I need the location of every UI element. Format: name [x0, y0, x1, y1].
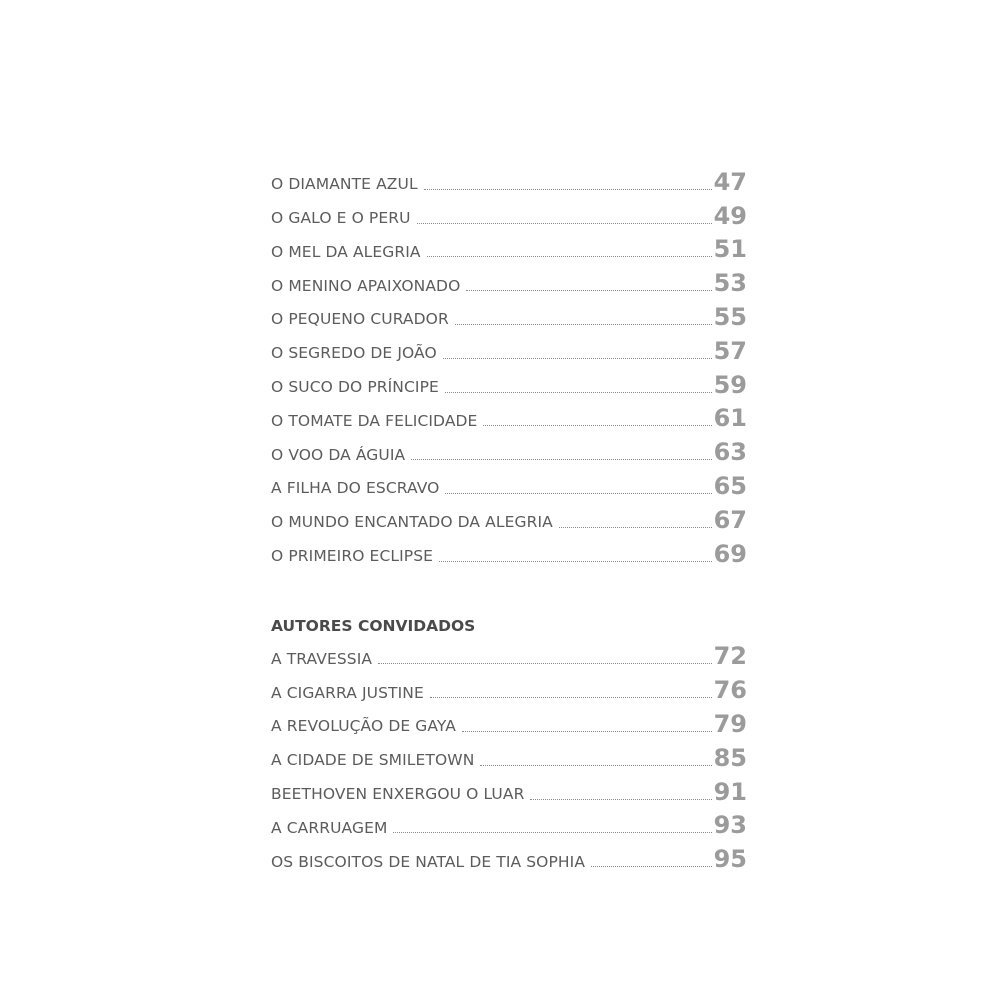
toc-entry-title: A CARRUAGEM	[271, 818, 388, 837]
toc-entry-page-number: 49	[713, 201, 747, 230]
dot-leader	[591, 866, 712, 867]
toc-entry-title: O TOMATE DA FELICIDADE	[271, 411, 478, 430]
toc-entry-page-number: 93	[713, 811, 747, 840]
toc-entry-title: O GALO E O PERU	[271, 209, 411, 228]
toc-entry-title: O PRIMEIRO ECLIPSE	[271, 547, 434, 566]
toc-entry[interactable]	[271, 774, 747, 808]
toc-entry-page-number: 65	[713, 471, 747, 500]
toc-entry[interactable]	[271, 502, 747, 536]
dot-leader	[530, 799, 711, 800]
toc-entry-title: A CIDADE DE SMILETOWN	[271, 751, 475, 770]
toc-entry-title: OS BISCOITOS DE NATAL DE TIA SOPHIA	[271, 852, 586, 871]
toc-entry[interactable]	[271, 740, 747, 774]
table-of-contents	[271, 164, 747, 875]
toc-entry-page-number: 91	[713, 777, 747, 806]
toc-entry-page-number: 59	[713, 370, 747, 399]
dot-leader	[483, 425, 711, 426]
toc-entry[interactable]	[271, 706, 747, 740]
toc-entry-title: BEETHOVEN ENXERGOU O LUAR	[271, 785, 525, 804]
toc-entry-title: O PEQUENO CURADOR	[271, 310, 449, 329]
toc-entry-title: O SUCO DO PRÍNCIPE	[271, 378, 439, 397]
toc-entry[interactable]	[271, 841, 747, 875]
section-heading-label: AUTORES CONVIDADOS	[271, 617, 476, 636]
toc-entry[interactable]	[271, 672, 747, 706]
toc-entry-page-number: 72	[713, 642, 747, 671]
toc-entry[interactable]	[271, 536, 747, 570]
dot-leader	[445, 392, 712, 393]
toc-entry-title: A REVOLUÇÃO DE GAYA	[271, 717, 456, 736]
toc-entry-page-number: 55	[713, 302, 747, 331]
toc-entry-title: O MUNDO ENCANTADO DA ALEGRIA	[271, 513, 553, 532]
toc-entry-title: O VOO DA ÁGUIA	[271, 445, 406, 464]
toc-entry-page-number: 85	[713, 743, 747, 772]
toc-entry-title: O MENINO APAIXONADO	[271, 276, 461, 295]
toc-entry-page-number: 57	[713, 336, 747, 365]
toc-entry-page-number: 67	[713, 505, 747, 534]
toc-entry[interactable]	[271, 299, 747, 333]
toc-entry-title: O MEL DA ALEGRIA	[271, 242, 421, 261]
toc-entry-title: O DIAMANTE AZUL	[271, 175, 418, 194]
toc-entry-page-number: 51	[713, 235, 747, 264]
toc-entry-page-number: 69	[713, 539, 747, 568]
toc-entry-title: A CIGARRA JUSTINE	[271, 683, 424, 702]
dot-leader	[559, 527, 712, 528]
toc-entry-page-number: 61	[713, 404, 747, 433]
toc-entry[interactable]	[271, 401, 747, 435]
dot-leader	[462, 731, 712, 732]
dot-leader	[466, 290, 711, 291]
dot-leader	[455, 324, 712, 325]
toc-entry[interactable]	[271, 232, 747, 266]
toc-entry[interactable]	[271, 639, 747, 673]
toc-entry-page-number: 63	[713, 438, 747, 467]
toc-entry[interactable]	[271, 333, 747, 367]
toc-entry[interactable]	[271, 468, 747, 502]
toc-entry-title: O SEGREDO DE JOÃO	[271, 344, 437, 363]
toc-entry-page-number: 47	[713, 167, 747, 196]
dot-leader	[427, 256, 712, 257]
dot-leader	[411, 459, 711, 460]
dot-leader	[443, 358, 712, 359]
dot-leader	[393, 832, 711, 833]
dot-leader	[445, 493, 711, 494]
toc-entry-page-number: 95	[713, 845, 747, 874]
toc-entry[interactable]	[271, 808, 747, 842]
dot-leader	[480, 765, 711, 766]
toc-entry-page-number: 79	[713, 709, 747, 738]
toc-entry-page-number: 76	[713, 676, 747, 705]
dot-leader	[417, 223, 712, 224]
dot-leader	[424, 189, 712, 190]
toc-entry[interactable]	[271, 198, 747, 232]
dot-leader	[430, 697, 712, 698]
section-heading-guest-authors	[271, 605, 747, 639]
toc-entry[interactable]	[271, 265, 747, 299]
toc-list	[271, 164, 747, 570]
toc-entry-title: A TRAVESSIA	[271, 649, 373, 668]
toc-entry[interactable]	[271, 434, 747, 468]
toc-entry-title: A FILHA DO ESCRAVO	[271, 479, 440, 498]
toc-entry[interactable]	[271, 164, 747, 198]
toc-entry-page-number: 53	[713, 269, 747, 298]
guest-toc-list	[271, 639, 747, 876]
dot-leader	[378, 663, 711, 664]
dot-leader	[439, 561, 712, 562]
toc-entry[interactable]	[271, 367, 747, 401]
